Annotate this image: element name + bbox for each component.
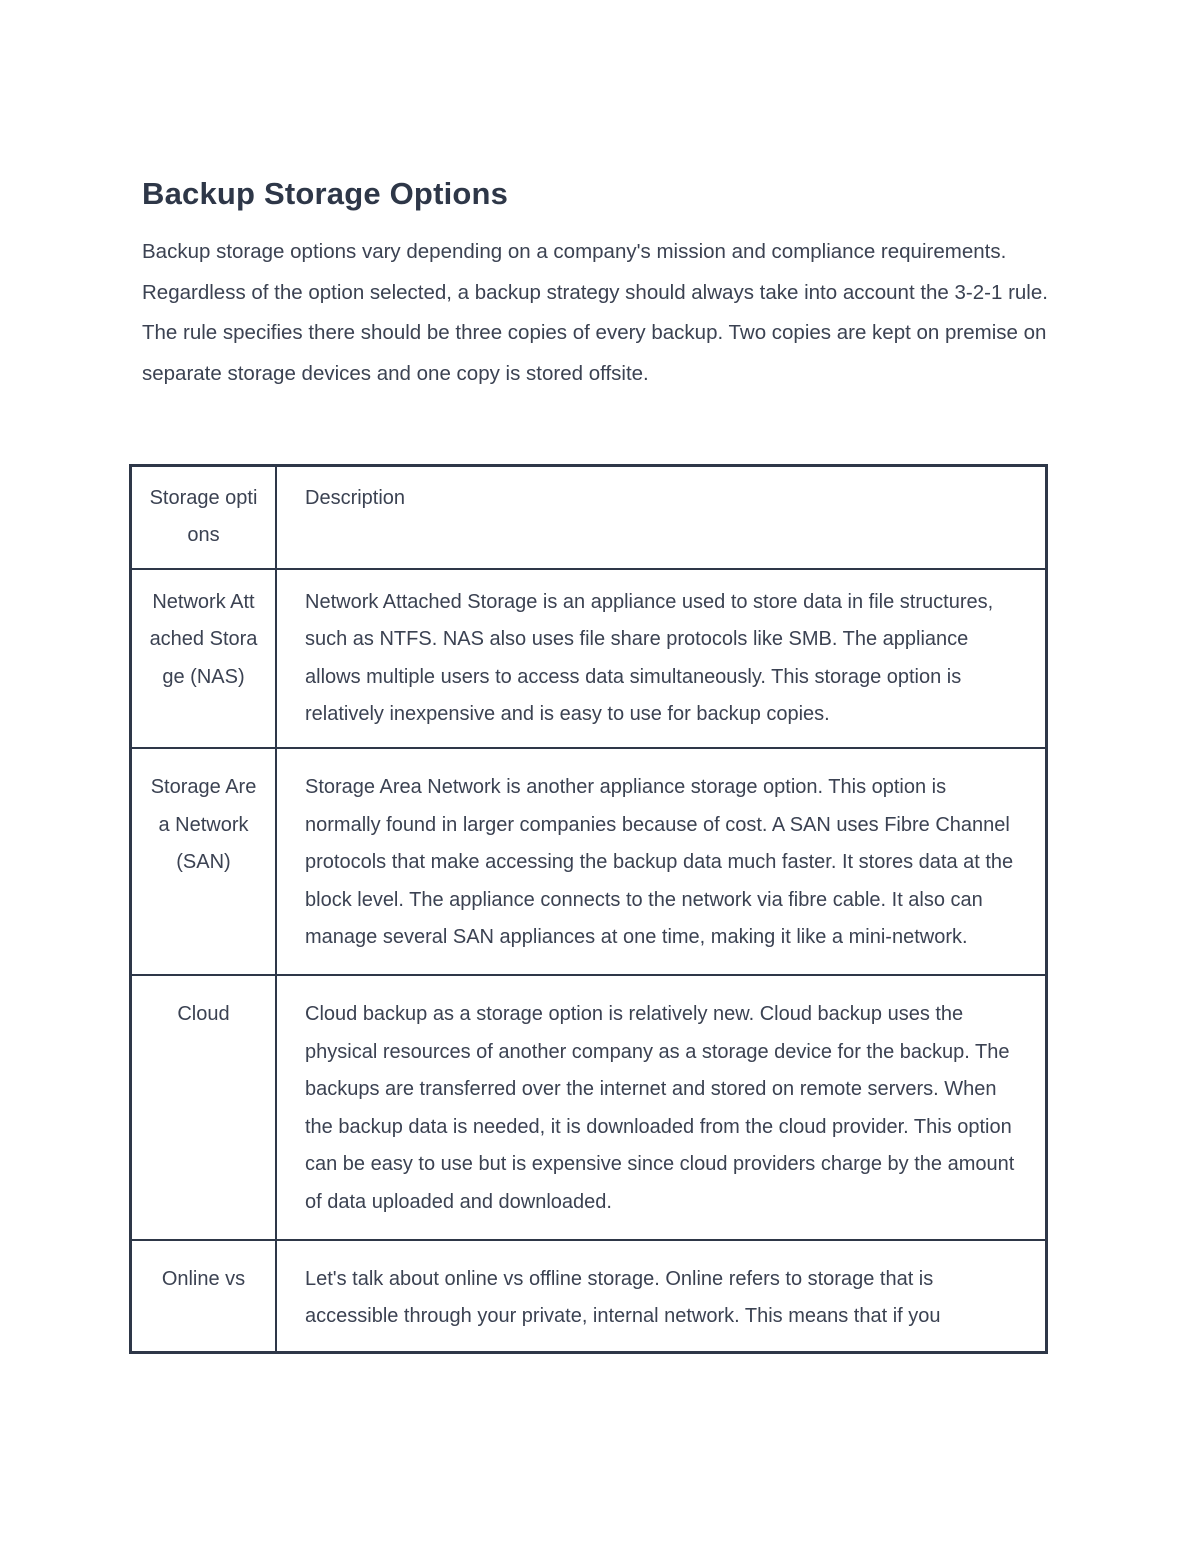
description-cell <box>276 975 1047 1239</box>
table-row <box>131 1240 1047 1352</box>
option-name: Storage Area Network (SAN) <box>150 776 257 874</box>
description-cell <box>276 748 1047 975</box>
description-cell <box>276 569 1047 749</box>
header-cell-option <box>131 466 277 569</box>
option-cell <box>131 975 277 1239</box>
option-description: Network Attached Storage is an appliance used to store data in file structures, such as NTFS. NAS also uses file share protocols like SMB. The appliance allows multiple users to access data simultaneously. This storage option is relatively inexpensive and is easy to use for backup copies. <box>305 590 994 726</box>
page-title: Backup Storage Options <box>142 176 509 211</box>
option-name: Cloud <box>177 1003 230 1026</box>
description-cell <box>276 1240 1047 1352</box>
header-cell-description <box>276 466 1047 569</box>
header-description-label: Description <box>305 487 406 509</box>
option-description: Storage Area Network is another appliance storage option. This option is normally found in larger companies because of cost. A SAN uses Fibre Channel protocols that make accessing the backup data much faster. It stores data at the block level. The appliance connects to the network via fibre cable. It also can manage several SAN appliances at one time, making it like a mini-network. <box>305 776 1014 949</box>
header-option-label: Storage options <box>149 487 258 547</box>
option-description: Let's talk about online vs offline storage. Online refers to storage that is accessible through your private, internal network. This means that if you <box>305 1267 941 1328</box>
option-description: Cloud backup as a storage option is relatively new. Cloud backup uses the physical resources of another company as a storage device for the backup. The backups are transferred over the internet and stored on remote servers. When the backup data is needed, it is downloaded from the cloud provider. This option can be easy to use but is expensive since cloud providers charge by the amount of data uploaded and downloaded. <box>305 1003 1015 1213</box>
option-cell <box>131 1240 277 1352</box>
intro-paragraph: Backup storage options vary depending on a company's mission and compliance requirements. Regardless of the option selected, a backup strategy should always take into account the 3-2-1 rule. The rule specifies there should be three copies of every backup. Two copies are kept on premise on separate storage devices and one copy is stored offsite. <box>142 240 1048 386</box>
table-row <box>131 975 1047 1239</box>
option-cell <box>131 569 277 749</box>
storage-options-table <box>129 464 1048 1354</box>
table-row <box>131 569 1047 749</box>
table-row <box>131 748 1047 975</box>
option-name: Network Attached Storage (NAS) <box>149 590 258 688</box>
option-name: Online vs <box>161 1267 246 1290</box>
table-header-row <box>131 466 1047 569</box>
option-cell <box>131 748 277 975</box>
